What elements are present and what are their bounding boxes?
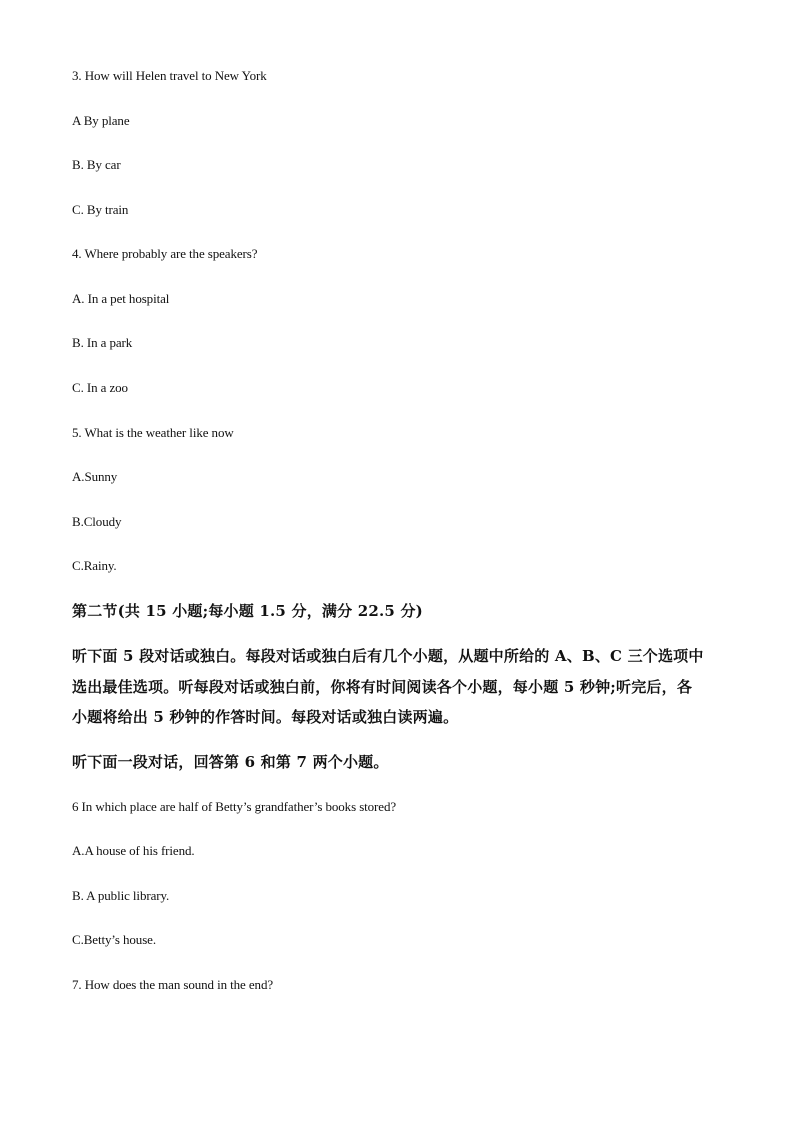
dialogue-intro: 听下面一段对话，回答第 6 和第 7 两个小题。 (72, 753, 389, 771)
section-2-instructions-line-3: 小题将给出 5 秒钟的作答时间。每段对话或独白读两遍。 (72, 708, 459, 726)
question-5-option-a: A.Sunny (72, 469, 118, 484)
question-3: 3. How will Helen travel to New York (72, 68, 267, 83)
question-7: 7. How does the man sound in the end? (72, 977, 274, 992)
section-2-heading: 第二节(共 15 小题;每小题 1.5 分，满分 22.5 分) (72, 602, 423, 620)
question-6-option-b: B. A public library. (72, 888, 170, 903)
question-6-option-c: C.Betty’s house. (72, 932, 156, 947)
question-4-option-a: A. In a pet hospital (72, 291, 170, 306)
section-2-instructions-line-1: 听下面 5 段对话或独白。每段对话或独白后有几个小题，从题中所给的 A、B、C 三个选项中 (72, 647, 704, 665)
question-3-option-c: C. By train (72, 202, 129, 217)
question-5: 5. What is the weather like now (72, 425, 234, 440)
question-6: 6 In which place are half of Betty’s grandfather’s books stored? (72, 799, 397, 814)
question-4-option-c: C. In a zoo (72, 380, 128, 395)
question-5-option-c: C.Rainy. (72, 558, 117, 573)
question-5-option-b: B.Cloudy (72, 514, 122, 529)
question-4-option-b: B. In a park (72, 335, 133, 350)
question-6-option-a: A.A house of his friend. (72, 843, 195, 858)
question-3-option-a: A By plane (72, 113, 130, 128)
question-3-option-b: B. By car (72, 157, 121, 172)
section-2-instructions-line-2: 选出最佳选项。听每段对话或独白前，你将有时间阅读各个小题，每小题 5 秒钟;听完后，各 (72, 678, 693, 696)
question-4: 4. Where probably are the speakers? (72, 246, 258, 261)
